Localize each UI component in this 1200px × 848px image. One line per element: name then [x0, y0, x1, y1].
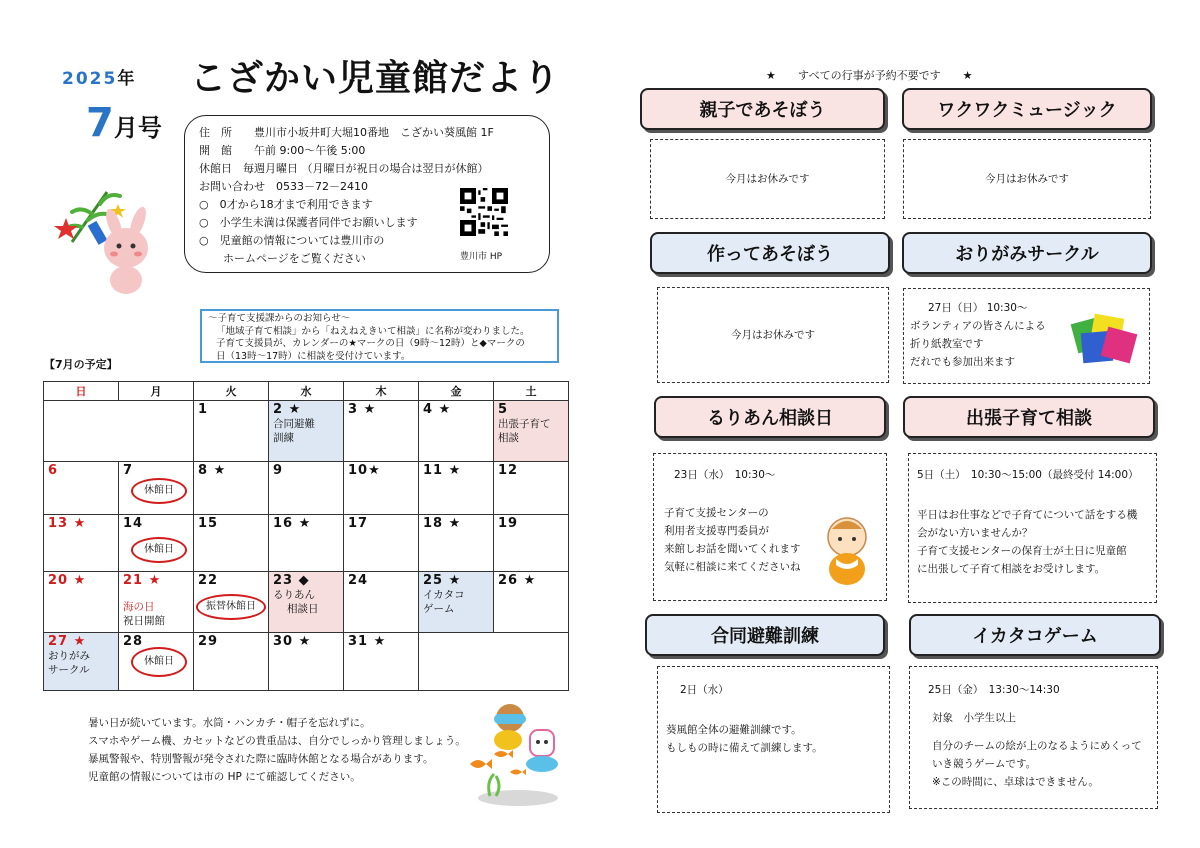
closed-day-mark: 休館日 [131, 537, 187, 563]
note-line: 暴風警報や、特別警報が発令された際に臨時休館となる場合があります。 [88, 753, 434, 765]
calendar-day: 20 ★ [44, 572, 119, 633]
shutcho-header: 出張子育て相談 [903, 396, 1155, 438]
calendar-day: 1 [194, 401, 269, 462]
ikatako-line: いき競うゲームです。 [932, 758, 1037, 770]
calendar-day: 22 振替休館日 [194, 572, 269, 633]
ikatako-header: イカタコゲーム [909, 614, 1161, 656]
calendar-week [44, 572, 569, 633]
origami-line: だれでも参加出来ます [910, 356, 1015, 368]
hinan-header: 合同避難訓練 [645, 614, 885, 656]
tsukutte-header: 作ってあそぼう [650, 232, 890, 274]
calendar-day: 21 ★ 海の日 祝日開館 [119, 572, 194, 633]
closed-day-mark: 休館日 [131, 647, 187, 677]
sea-creatures-icon [458, 700, 570, 806]
calendar-day: 25 ★ イカタコ ゲーム [419, 572, 494, 633]
tanabata-rabbit-icon [52, 182, 170, 298]
hinan-panel [657, 666, 890, 813]
note-line: スマホやゲーム機、カセットなどの貴重品は、自分でしっかり管理しましょう。 [88, 735, 466, 747]
shutcho-line: に出張して子育て相談をお受けします。 [917, 563, 1106, 575]
calendar-week [44, 462, 569, 515]
qr-code-icon[interactable] [460, 188, 508, 236]
calendar-day: 11 ★ [419, 462, 494, 515]
notice-line: 子育て支援員が、カレンダーの★マークの日（9時～12時）と◆マークの [216, 338, 525, 349]
info-note-website: ○ 児童館の情報については豊川市の [199, 234, 385, 247]
calendar-day: 29 [194, 633, 269, 691]
hinan-line: 葵風館全体の避難訓練です。 [666, 724, 802, 736]
ruri-line: 子育て支援センターの [664, 507, 769, 519]
calendar-day: 28 休館日 [119, 633, 194, 691]
calendar-day: 31 ★ [344, 633, 419, 691]
calendar-day: 5 出張子育て 相談 [494, 401, 569, 462]
issue-month: 7月号 [86, 100, 162, 146]
notice-line: 「地域子育て相談」から「ねえねえきいて相談」に名称が変わりました。 [216, 325, 530, 337]
note-line: 暑い日が続いています。水筒・ハンカチ・帽子を忘れずに。 [88, 717, 371, 729]
issue-year: 2025年 [62, 69, 135, 89]
calendar-day: 24 [344, 572, 419, 633]
calendar-empty-cell [44, 401, 194, 462]
tsukutte-panel [657, 287, 889, 383]
ikatako-date: 25日（金） 13:30～14:30 [928, 684, 1060, 696]
calendar-day: 23 ◆ るりあん 相談日 [269, 572, 344, 633]
ruri-line: 気軽に相談に来てくださいね [664, 561, 801, 573]
oyako-body: 今月はお休みです [725, 173, 810, 185]
calendar-day: 19 [494, 515, 569, 572]
shutcho-date: 5日（土） 10:30～15:00（最終受付 14:00） [917, 469, 1139, 481]
calendar-day: 16 ★ [269, 515, 344, 572]
calendar-empty-cell [419, 633, 569, 691]
weekday-header-row [44, 382, 569, 401]
shutcho-panel [908, 453, 1157, 603]
info-note-guardian: ○ 小学生未満は保護者同伴でお願いします [199, 216, 418, 229]
baby-icon [822, 515, 872, 589]
calendar-day: 6 [44, 462, 119, 515]
info-closed-days: 休館日 毎週月曜日 （月曜日が祝日の場合は翌日が休館） [199, 162, 489, 175]
tsukutte-body: 今月はお休みです [731, 329, 815, 341]
newsletter-title: こざかい児童館だより [190, 58, 561, 99]
hinan-date: 2日（水） [680, 684, 729, 696]
ikatako-line: ※この時間に、卓球はできません。 [932, 776, 1099, 788]
shutcho-line: 平日はお仕事などで子育てについて話をする機 [917, 509, 1138, 521]
oyako-header: 親子であそぼう [640, 88, 885, 130]
weekday-fri: 金 [419, 382, 494, 401]
origami-line: ボランティアの皆さんによる [910, 320, 1046, 332]
substitute-closed-day-mark: 振替休館日 [196, 594, 266, 620]
weekday-wed: 水 [269, 382, 344, 401]
ruri-header: るりあん相談日 [654, 396, 886, 438]
weekday-mon: 月 [119, 382, 194, 401]
closed-day-mark: 休館日 [131, 478, 187, 504]
no-reservation-note: ★ すべての行事が予約不要です ★ [766, 69, 973, 82]
weekday-sat: 土 [494, 382, 569, 401]
music-header: ワクワクミュージック [902, 88, 1152, 130]
calendar-day: 17 [344, 515, 419, 572]
origami-header: おりがみサークル [902, 232, 1152, 274]
notice-line: 日（13時～17時）に相談を受付けています。 [216, 350, 411, 362]
calendar-day: 10★ [344, 462, 419, 515]
calendar-day: 30 ★ [269, 633, 344, 691]
info-contact: お問い合わせ 0533－72－2410 [199, 180, 368, 193]
origami-line: 折り紙教室です [910, 338, 984, 350]
calendar-week [44, 401, 569, 462]
calendar-day: 13 ★ [44, 515, 119, 572]
shutcho-line: 会がない方いませんか？ [917, 527, 1033, 539]
ruri-line: 来館しお話を聞いてくれます [664, 543, 801, 555]
info-hours: 開 館 午前 9:00～午後 5:00 [199, 144, 366, 157]
calendar-day: 3 ★ [344, 401, 419, 462]
notice-heading: ～子育て支援課からのお知らせ～ [208, 313, 351, 324]
calendar-day: 18 ★ [419, 515, 494, 572]
hinan-line: もしもの時に備えて訓練します。 [666, 742, 823, 754]
calendar-day: 2 ★ 合同避難 訓練 [269, 401, 344, 462]
calendar-day: 4 ★ [419, 401, 494, 462]
weekday-thu: 木 [344, 382, 419, 401]
calendar-day: 27 ★ おりがみ サークル [44, 633, 119, 691]
weekday-sun: 日 [44, 382, 119, 401]
music-body: 今月はお休みです [985, 173, 1069, 185]
ruri-line: 利用者支援専門委員が [664, 525, 769, 537]
calendar-day: 15 [194, 515, 269, 572]
info-address: 住 所 豊川市小坂井町大堀10番地 こざかい葵風館 1F [199, 126, 494, 139]
schedule-label: 【7月の予定】 [44, 358, 118, 371]
ikatako-panel [909, 666, 1158, 809]
music-panel [903, 139, 1151, 219]
calendar-day: 8 ★ [194, 462, 269, 515]
qr-caption: 豊川市 HP [460, 252, 503, 262]
info-note-website-2: ホームページをご覧ください [223, 252, 366, 265]
bottom-notes [88, 714, 466, 786]
calendar-day: 12 [494, 462, 569, 515]
calendar-week [44, 515, 569, 572]
ikatako-target: 対象 小学生以上 [932, 712, 1016, 724]
note-line: 児童館の情報については市の HP にて確認してください。 [88, 771, 361, 783]
ikatako-line: 自分のチームの絵が上のなるようにめくって [932, 740, 1142, 752]
calendar-week [44, 633, 569, 691]
calendar-day: 14 休館日 [119, 515, 194, 572]
calendar-day: 9 [269, 462, 344, 515]
origami-date: 27日（日） 10:30～ [928, 302, 1028, 314]
shutcho-line: 子育て支援センターの保育士が土日に児童館 [917, 545, 1127, 557]
calendar-day: 26 ★ [494, 572, 569, 633]
weekday-tue: 火 [194, 382, 269, 401]
july-calendar [43, 381, 569, 691]
oyako-panel [650, 139, 885, 219]
support-notice [200, 309, 559, 363]
origami-paper-icon [1070, 312, 1142, 368]
ruri-date: 23日（水） 10:30～ [674, 469, 776, 481]
calendar-day: 7 休館日 [119, 462, 194, 515]
info-note-age: ○ 0才から18才まで利用できます [199, 198, 373, 211]
